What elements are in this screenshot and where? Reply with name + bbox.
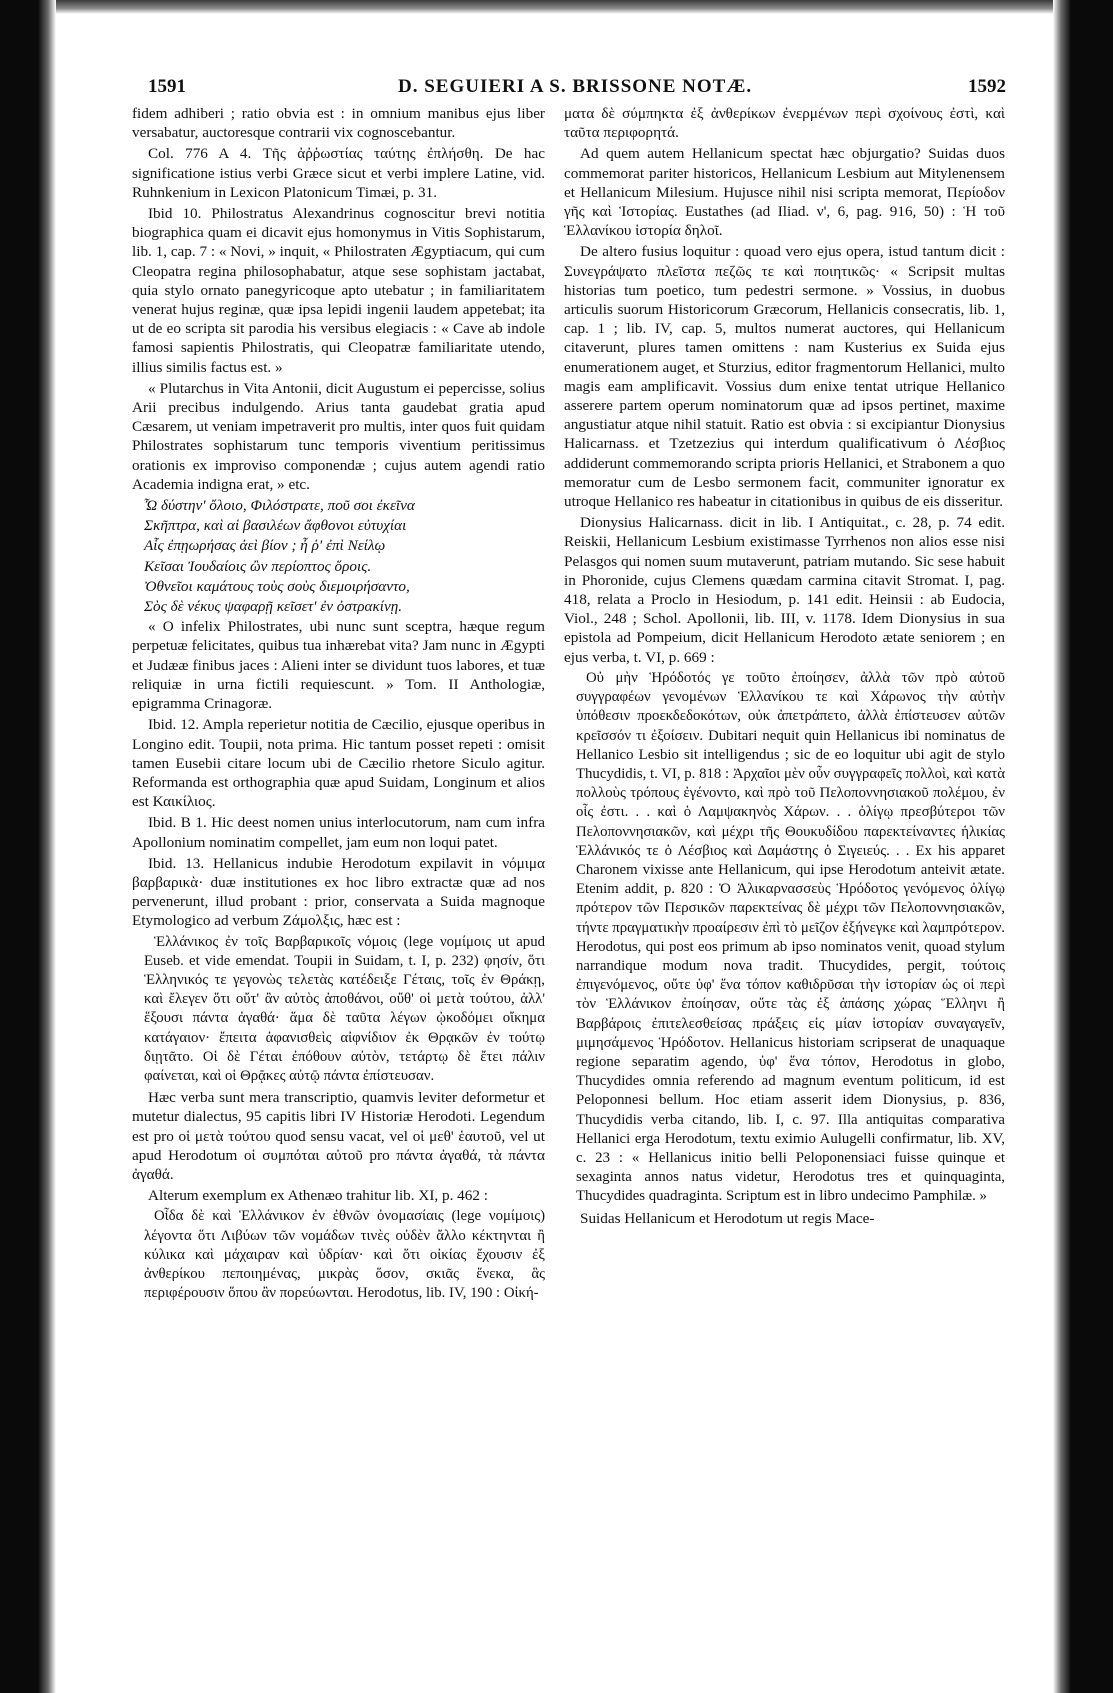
greek-quotation: Οἶδα δὲ καὶ Ἑλλάνικον ἐν ἐθνῶν ὀνομασίαις (lege νομίμοις) λέγοντα ὅτι Λιβύων τῶν νομάδων τινὲς οὐδὲν ἄλλο κέκτηνται ἢ κύλικα καὶ μάχαιραν καὶ ὑδρίαν· καὶ ὅτι οἰκίας ἔχουσιν ἐξ ἀνθερίκου πεποιημένας, μικρὰς ὅσον, σκιᾶς ἕνεκα, ἃς περιφέρουσιν ὅπου ἂν πορεύωνται. Herodotus, lib. IV, 190 : Οἰκή- <box>144 1208 545 1302</box>
paragraph: Ibid. 12. Ampla reperietur notitia de Cæcilio, ejusque operibus in Longino edit. Toupii, nota prima. Hic tantum posset repeti : omisit tamen Eusebii citare locum ubi de Cæcilio rhetore Siculo agitur. Reformanda est orthographia quæ apud Suidam, Longinum et alios est Καικίλιος. <box>132 716 545 811</box>
verse-line: Κεῖσαι Ἰουδαίοις ὢν περίοπτος ὅροις. <box>144 557 372 575</box>
verse-line: Σὸς δὲ νέκυς ψαφαρῇ κεῖσετ' ἐν ὀστρακίνῃ. <box>144 598 403 616</box>
left-column <box>132 104 545 1664</box>
verse-line: Ὦ δύστην' ὄλοιο, Φιλόστρατε, ποῦ σοι ἐκεῖνα <box>144 497 415 515</box>
verse-line: Ὀθνεῖοι καμάτους τοὺς σοὺς διεμοιρήσαντο, <box>144 577 410 595</box>
paragraph: Col. 776 A 4. Τῆς ἀῤῥωστίας ταύτης ἐπλήσθη. De hac significatione istius verbi Græce sicut et verbi implere Latine, vid. Ruhnkenium in Lexicon Platonicum Timæi, p. 31. <box>132 145 545 201</box>
running-header <box>148 76 1006 100</box>
greek-quotation: Οὐ μὴν Ἡρόδοτός γε τοῦτο ἐποίησεν, ἀλλὰ τῶν πρὸ αὐτοῦ συγγραφέων γενομένων Ἑλλανίκου τε καὶ Χάρωνος τὴν αὐτὴν ὑπόθεσιν προεκδεδοκότων, οὐκ ἀπετράπετο, ἀλλὰ ἐπίστευσεν αὐτῶν κρεῖσσόν τι ἐξοίσειν. Dubitari nequit quin Hellanicus ibi nominatus de Hellanico Lesbio sit intelligendus ; sic de eo loquitur ubi agit de stylo Thucydidis, t. VI, p. 818 : Ἀρχαῖοι μὲν οὖν συγγραφεῖς πολλοὶ, καὶ κατὰ πολλοὺς τρόπους ἐγένοντο, καὶ πρὸ τοῦ Πελοποννησιακοῦ πολέμου, ἐν οἷς ἐστι. . . καὶ ὁ Λαμψακηνὸς Χάρων. . . ὀλίγῳ πρεσβύτεροι τῶν Πελοποννησιακῶν, καὶ μέχρι τῆς Θουκυδίδου παρεκτείναντες ἡλικίας Ἑλλάνικός τε ὁ Λέσβιος καὶ Δαμάστης ὁ Σιγειεύς. . . Ex his apparet Charonem vixisse ante Hellanicum, qui ipse Herodotum anteivit ætate. Etenim addit, p. 820 : Ὁ Ἁλικαρνασσεὺς Ἡρόδοτος γενόμενος ὀλίγῳ πρότερον τῶν Περσικῶν παρεκτείνας δὲ μέχρι τῶν Πελοποννησιακῶν, τήντε πραγματικὴν προαίρεσιν ἐπὶ τὸ μεῖζον ἐξήνεγκε καὶ λαμπρότερον. Herodotus, qui post eos primum ab ipso nominatos venit, quoad stylum narrandique modum nova tradit. Thucydides, pergit, τούτοις ἐπιγενόμενος, οὔτε ὑφ' ἕνα τόπον καθιδρῦσαι τὴν ἱστορίαν ὡς οἱ περὶ τὸν Ἑλλάνικον ἐποίησαν, οὔτε τὰς ἐξ ἁπάσης χώρας Ἕλληνι ἢ Βαρβάροις ἐπιτελεσθείσας πράξεις εἰς μίαν ἱστορίαν συναγαγεῖν, μιμησάμενος Ἡρόδοτον. Hellanicus historiam scripserat de unaquaque regione separatim agendo, ὑφ' ἕνα τόπον, Herodotus in globo, Thucydides omnia referendo ad magnum eventum politicum, id est Peloponnesi bellum. Hoc etiam asserit idem Dionysius, p. 836, Thucydidis verba citando, lib. I, c. 97. Illa antiquitas comparativa Hellanici erga Herodotum, textu eximio Aulugelli confirmatur, lib. XV, c. 23 : « Hellanicus initio belli Peloponensiaci fuisse quinque et sexaginta annos natus videtur, Herodotus tres et quinquaginta, Thucydides quadraginta. Scriptum est in libro undecimo Pamphilæ. » <box>576 669 1005 1205</box>
running-title: D. SEGUIERI A S. BRISSONE NOTÆ. <box>398 76 753 97</box>
paragraph: Suidas Hellanicum et Herodotum ut regis Mace- <box>580 1209 875 1227</box>
paragraph: Ibid 10. Philostratus Alexandrinus cognoscitur brevi notitia biographica quam ei dicavit ejus homonymus in Vitis Sophistarum, lib. 1, cap. 7 : « Novi, » inquit, « Philostraten Ægyptiacum, qui cum Cleopatra regina philosophabatur, atque sese sophistam jactabat, quia stylo ornato panegyricoque apto utebatur ; in familiaritatem venerat hujus reginæ, quæ ipsa lepidi ingenii laudem appetebat; ita ut de eo scripta sit parodia his versibus elegiacis : « Cave ab indole famosi sapientis Philostratis, qui Cleopatræ familiaritate utendo, illius similis factus est. » <box>132 205 545 376</box>
paragraph: « Plutarchus in Vita Antonii, dicit Augustum ei pepercisse, solius Arii precibus indulgendo. Arius tanta gaudebat gratia apud Cæsarem, ut veniam impetraverit pro multis, inter quos fuit quidam Philostrates sophistarum tunc temporis viventium peritissimus orationis ex improviso componendæ ; cujus autem agendi ratio Academia indigna erat, » etc. <box>132 379 545 493</box>
paragraph: Ibid. B 1. Hic deest nomen unius interlocutorum, nam cum infra Apollonium nominatim compellet, jam eum non loqui patet. <box>132 814 545 851</box>
scan-left-edge <box>0 0 56 1693</box>
verse-line: Σκῆπτρα, καὶ αἱ βασιλέων ἄφθονοι εὐτυχίαι <box>144 517 407 535</box>
paragraph: fidem adhiberi ; ratio obvia est : in omnium manibus ejus liber versabatur, auctoresque contrarii vix cognoscebantur. <box>132 105 545 142</box>
scan-right-edge <box>1053 0 1113 1693</box>
paragraph: Alterum exemplum ex Athenæo trahitur lib. XI, p. 462 : <box>148 1187 488 1205</box>
page-number-left: 1591 <box>148 76 186 97</box>
paragraph: Hæc verba sunt mera transcriptio, quamvis leviter deformetur et mutetur dialectus, 95 capitis libri IV Historiæ Herodoti. Legendum est pro οἱ μετὰ τούτου quod sensu vacat, vel οἱ μεθ' ἑαυτοῦ, vel ut apud Herodotum οἱ συμπόται αὐτοῦ pro πάντα ἀγαθά, τὰ πάντα ἀγαθά. <box>132 1089 545 1183</box>
scan-top-edge <box>0 0 1113 14</box>
greek-quotation: Ἑλλάνικος ἐν τοῖς Βαρβαρικοῖς νόμοις (lege νομίμοις ut apud Euseb. et vide emendat. Toupii in Suidam, t. I, p. 232) φησίν, ὅτι Ἑλληνικός τε γεγονὼς τελετὰς κατέδειξε Γέταις, τοῖς ἐν Θράκῃ, καὶ ἔλεγεν ὅτι οὔτ' ἂν αὐτὸς ἀποθάνοι, οὔθ' οἱ μετὰ τούτου, ἀλλ' ἕξουσι πάντα ἀγαθά· ἅμα δὲ ταῦτα λέγων ᾠκοδόμει οἴκημα κατάγαιον· ἔπειτα ἀφανισθεὶς αἰφνίδιον ἐκ Θρᾳκῶν ἐν τούτῳ διῃτᾶτο. Οἱ δὲ Γέται ἐπόθουν αὐτὸν, τετάρτῳ δὲ ἔτει πάλιν φαίνεται, καὶ οἱ Θρᾷκες αὐτῷ πάντα ἐπίστευσαν. <box>144 933 545 1084</box>
paragraph: Ad quem autem Hellanicum spectat hæc objurgatio? Suidas duos commemorat pariter historicos, Hellanicum Lesbium aut Mitylenensem et Hellanicum Milesium. Hujusce nihil nisi scripta memorat, Περίοδον γῆς καὶ Ἱστορίας. Eustathes (ad Iliad. ν', 6, pag. 916, 50) : Ἡ τοῦ Ἑλλανίκου ἱστορία δηλοῖ. <box>564 145 1005 240</box>
paragraph: ματα δὲ σύμπηκτα ἐξ ἀνθερίκων ἐνερμένων περὶ σχοίνους ἐστὶ, καὶ ταῦτα περιφορητά. <box>564 105 1005 142</box>
page-number-right: 1592 <box>968 76 1006 97</box>
paragraph: Dionysius Halicarnass. dicit in lib. I Antiquitat., c. 28, p. 74 edit. Reiskii, Hellanicum Lesbium existimasse Tyrrhenos non alios esse nisi Pelasgos qui nomen suum mutaverunt, patriam mutando. Sic sese habuit in Phoronide, cujus Clemens quædam carmina citavit Stromat. I, pag. 418, relata a Proclo in Hesiodum, p. 141 edit. Heinsii : ab Eudocia, Viol., 248 ; Schol. Apollonii, lib. III, v. 1178. Idem Dionysius in sua epistola ad Pompeium, dicit Hellanicum Herodoto ætate seniorem ; en ejus verba, t. VI, p. 669 : <box>564 514 1005 666</box>
paragraph: De altero fusius loquitur : quoad vero ejus opera, istud tantum dicit : Συνεγράψατο πλεῖστα πεζῶς τε καὶ ποιητικῶς· « Scripsit multas historias tum poetico, tum pedestri sermone. » Vossius, in duobus articulis suorum Historicorum Græcorum, Hellanicis consecratis, lib. 1, cap. 1 ; lib. IV, cap. 5, multos numerat auctores, qui Hellanicum citaverunt, plures tamen omittens : nam Kusterius ex Suida ejus enumerationem auget, et Sturzius, editor fragmentorum Hellanici, multo magis eam amplificavit. Vossius dum enixe tentat utrique Hellanico asserere partem operum nominatorum quæ ad ipsos pertinet, maxime angustiatur atque nihil statuit. Ratio est obvia : si excipiantur Dionysius Halicarnass. et Tzetzezius qui interdum qualificativum ὁ Λέσβιος addiderunt commemorando scripta prioris Hellanici, et Strabonem a quo memoratur cum de Lesbo sermonem facit, communiter ignoratur ex utroque Hellanico res habeatur in citationibus in quibus de eis disseritur. <box>564 243 1005 511</box>
paragraph: « O infelix Philostrates, ubi nunc sunt sceptra, hæque regum perpetuæ felicitates, quibus tua inhærebat vita? Jam nunc in Ægypti et Judææ finibus jaces : Alieni inter se dividunt tuos labores, et tuæ reliquiæ in urna fictili requiescunt. » Tom. II Anthologiæ, epigramma Crinagoræ. <box>132 618 545 713</box>
right-column <box>564 104 1005 1664</box>
paragraph: Ibid. 13. Hellanicus indubie Herodotum expilavit in νόμιμα βαρβαρικὰ· duæ institutiones ex hoc libro extractæ quæ ad nos pervenerunt, illud probant : prior, conservata a Suida magnoque Etymologico ad verbum Ζάμολξις, hæc est : <box>132 854 545 930</box>
verse-line: Αἷς ἐπῃωρήσας ἀεὶ βίον ; ἦ ῥ' ἐπὶ Νείλῳ <box>144 537 386 555</box>
